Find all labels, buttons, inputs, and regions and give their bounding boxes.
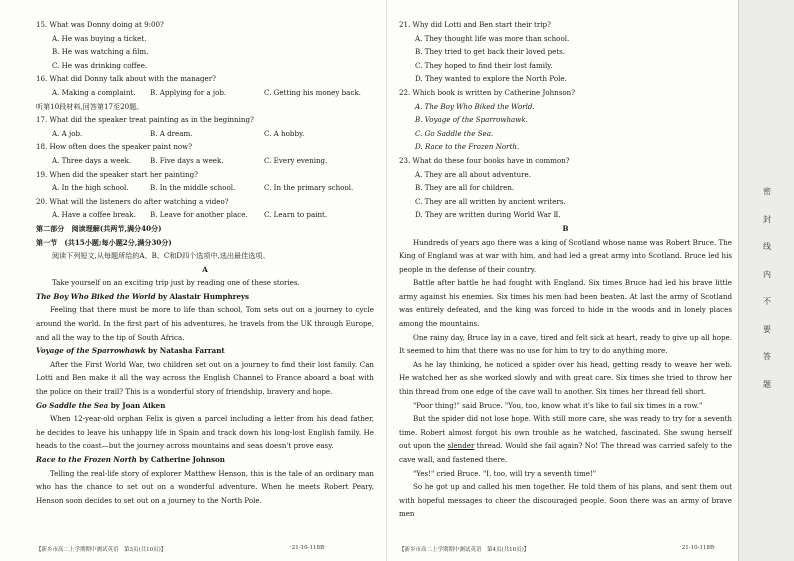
option-17a: A. A job.: [52, 128, 83, 138]
seal-char: 题: [763, 379, 771, 389]
question-23: 23. What do these four books have in common?: [399, 155, 570, 165]
passage-b-paragraph-6: [399, 412, 732, 466]
option-16b: B. Applying for a job.: [150, 87, 227, 97]
option-22a: A. The Boy Who Biked the World.: [415, 101, 535, 111]
book-1-heading: [36, 290, 374, 304]
question-21: 21. Why did Lotti and Ben start their trip?: [399, 20, 551, 29]
option-20b: B. Leave for another place.: [150, 210, 248, 220]
option-18a: A. Three days a week.: [52, 155, 132, 165]
options-19: [36, 181, 374, 195]
question-20: 20. What will the listeners do after watching a video?: [36, 196, 229, 206]
question-22: 22. Which book is written by Catherine Johnson?: [399, 87, 576, 97]
paragraph-6-part-1: But the spider did not lose hope. With still more care, she was ready to try for a seventh time. Robert almost forgot his own trouble as he watched, fascinated. She swung herself out upon the: [399, 414, 732, 451]
option-22d: D. Race to the Frozen North.: [415, 142, 520, 152]
passage-b-paragraph-7: "Yes!" cried Bruce. "I, too, will try a seventh time!": [413, 468, 597, 478]
option-20a: A. Have a coffee break.: [52, 210, 136, 220]
footer-left-code: ·21-10-118B·: [290, 545, 326, 551]
passage-b-paragraph-3: One rainy day, Bruce lay in a cave, tired and felt sick at heart, ready to give up all hope. It seemed to him that there was no use for him to try to do anything more.: [399, 332, 732, 356]
passage-b-paragraph-2: Battle after battle he had fought with England. Six times Bruce had led his brave little army against his enemies. Six times his men had been beaten. At last the army of Scotland was entirely defeated, and the king was forced to hide in the woods and in lonely places among the mountains.: [399, 278, 732, 329]
question-16: 16. What did Donny talk about with the manager?: [36, 74, 216, 84]
footer-right-title: 【新乡市高二上学期期中测试英语 第4页(共10页)】: [399, 547, 530, 553]
options-17: [36, 127, 374, 141]
option-21d: D. They wanted to explore the North Pole.: [415, 74, 567, 84]
option-19a: A. In the high school.: [52, 183, 129, 193]
passage-b-paragraph-5: "Poor thing!" said Bruce. "You, too, know what it's like to fail six times in a row.": [413, 400, 703, 410]
option-23b: B. They are all for children.: [415, 183, 515, 193]
book-1-description: Feeling that there must be more to life than school, Tom sets out on a journey to cycle around the world. In the first part of his adventures, he travels from the UK through Europe, and all the way to the tip of South Africa.: [36, 305, 374, 342]
underlined-word-slender: slender: [447, 441, 475, 451]
seal-char: 密: [763, 187, 771, 196]
seal-char: 不: [763, 297, 771, 306]
option-23c: C. They are all written by ancient writers.: [415, 196, 566, 206]
option-15c: C. He was drinking coffee.: [52, 60, 148, 70]
options-20: [36, 208, 374, 222]
passage-b-paragraph-1: Hundreds of years ago there was a king of Scotland whose name was Robert Bruce. The King of England was at war with him, and had led a great army into Scotland. Bruce led his people in the defense of their country.: [399, 237, 732, 274]
book-3-title: Go Saddle the Sea: [36, 400, 109, 410]
question-18: 18. How often does the speaker paint now?: [36, 142, 193, 152]
book-1-author: by Alastair Humphreys: [155, 291, 249, 301]
passage-a-intro: Take yourself on an exciting trip just by reading one of these stories.: [52, 278, 300, 288]
option-21a: A. They thought life was more than school.: [415, 33, 570, 43]
book-3-author: by Joan Aiken: [108, 400, 166, 410]
question-17: 17. What did the speaker treat painting as in the beginning?: [36, 115, 254, 125]
seal-char: 答: [763, 352, 771, 361]
seal-char: 封: [763, 214, 771, 224]
seal-char: 要: [763, 324, 771, 334]
option-15b: B. He was watching a film.: [52, 47, 149, 57]
book-3-heading: [36, 399, 374, 413]
book-4-title: Race to the Frozen North: [36, 455, 137, 464]
section-one-instruction: 阅读下列短文,从每题所给的A、B、C和D四个选项中,选出最佳选项。: [52, 251, 270, 261]
option-23d: D. They are written during World War Ⅱ.: [415, 210, 561, 220]
passage-a-label: A: [202, 264, 208, 274]
book-2-author: by Natasha Farrant: [145, 346, 225, 356]
book-3-description: When 12-year-old orphan Felix is given a parcel including a letter from his dead father, he decides to leave his unhappy life in Spain and track down his long-lost English family. He heads to the coast—but the journey across mountains and seas doesn't prove easy.: [36, 414, 374, 451]
option-19b: B. In the middle school.: [150, 183, 236, 193]
listening-instruction: 听第10段材料,回答第17至20题。: [36, 101, 144, 111]
fold-line: [386, 0, 387, 561]
book-2-title: Voyage of the Sparrowhawk: [36, 346, 146, 356]
option-21b: B. They tried to get back their loved pets.: [415, 47, 566, 57]
option-22b: B. Voyage of the Sparrowhawk.: [415, 115, 528, 125]
option-21c: C. They hoped to find their lost family.: [415, 60, 553, 70]
option-15a: A. He was buying a ticket.: [52, 33, 147, 43]
seal-line-margin: [738, 0, 794, 561]
options-18: [36, 154, 374, 168]
paragraph-6-part-2: thread. Would she fail again? No! The thread was carried safely to the cave wall, and fastened there.: [399, 441, 732, 464]
seal-line-notice: [757, 186, 777, 406]
option-16c: C. Getting his money back.: [264, 87, 361, 97]
passage-b-paragraph-4: As he lay thinking, he noticed a spider over his head, getting ready to weave her web. He watched her as she worked slowly and with great care. Six times she tried to throw her thin thread from one edge of the cave wall to another. Six times her thread fell short.: [399, 359, 732, 397]
book-4-heading: [36, 453, 374, 467]
option-18b: B. Five days a week.: [150, 155, 224, 165]
seal-char: 内: [763, 269, 771, 279]
passage-b-label: B: [562, 223, 569, 233]
book-2-description: After the First World War, two children set out on a journey to find their lost family. Can Lotti and Ben make it all the way across the English Channel to France aboard a boat with the police on their trail? This is a wonderful story of friendship, bravery and hope.: [36, 359, 374, 397]
option-17c: C. A hobby.: [264, 128, 305, 138]
option-23a: A. They are all about adventure.: [415, 169, 532, 179]
option-17b: B. A dream.: [150, 128, 193, 138]
book-4-description: Telling the real-life story of explorer Matthew Henson, this is the tale of an ordinary man who has the chance to set out on a wonderful adventure. When he meets Robert Peary, Henson soon decides to set out on a journey to the North Pole.: [36, 468, 374, 505]
seal-char: 线: [763, 242, 771, 251]
passage-b-paragraph-8: So he got up and called his men together. He told them of his plans, and sent them out with hopeful messages to cheer the discouraged people. Soon there was an army of brave men: [399, 482, 732, 519]
right-column: [399, 18, 732, 521]
footer-left-title: 【新乡市高二上学期期中测试英语 第3页(共10页)】: [36, 547, 167, 553]
book-1-title: The Boy Who Biked the World: [36, 291, 156, 301]
option-22c: C. Go Saddle the Sea.: [415, 128, 494, 138]
option-18c: C. Every evening.: [264, 155, 328, 165]
book-2-heading: [36, 344, 374, 358]
left-column: [36, 18, 374, 507]
option-16a: A. Making a complaint.: [52, 87, 136, 97]
options-16: [36, 86, 374, 100]
option-20c: C. Learn to paint.: [264, 210, 328, 220]
section-one-heading: 第一节 (共15小题;每小题2分,满分30分): [36, 237, 172, 247]
part-two-heading: 第二部分 阅读理解(共两节,满分40分): [36, 223, 162, 233]
option-19c: C. In the primary school.: [264, 183, 354, 193]
book-4-author: by Catherine Johnson: [136, 455, 225, 464]
footer-right-code: ·21-10-118B·: [680, 545, 716, 551]
question-15: 15. What was Donny doing at 9:00?: [36, 20, 164, 29]
question-19: 19. When did the speaker start her painting?: [36, 169, 198, 179]
